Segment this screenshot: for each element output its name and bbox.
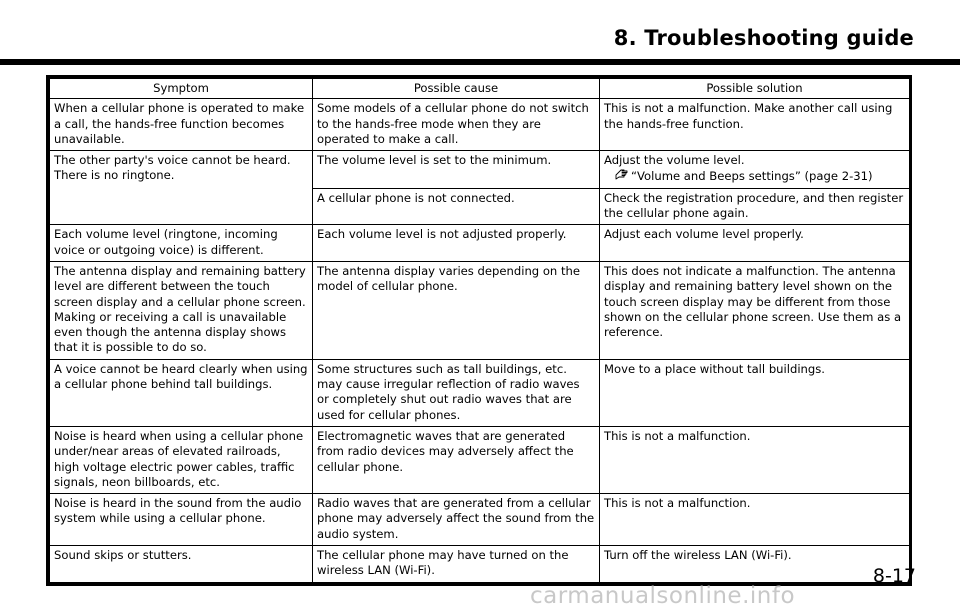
pointing-hand-icon (614, 168, 628, 184)
solution-cell: This is not a malfunction. (600, 426, 910, 493)
solution-cell (600, 151, 910, 189)
symptom-cell: When a cellular phone is operated to make a call, the hands-free function becomes unavailable. (50, 99, 313, 151)
solution-text: Adjust the volume level. (604, 153, 745, 168)
solution-cell: Adjust each volume level properly. (600, 225, 910, 262)
table-row (50, 426, 910, 493)
symptom-cell: The other party's voice cannot be heard. There is no ringtone. (50, 151, 313, 225)
cause-cell: Each volume level is not adjusted properly. (313, 225, 600, 262)
cause-cell: The volume level is set to the minimum. (313, 151, 600, 189)
troubleshooting-table-frame (46, 75, 912, 586)
symptom-cell: The antenna display and remaining battery level are different between the touch screen display and a cellular phone screen. Making or receiving a call is unavailable even though the antenna display shows that it is possible to do so. (50, 261, 313, 359)
solution-cell: Move to a place without tall buildings. (600, 359, 910, 426)
table-row (50, 151, 910, 189)
symptom-cell: Noise is heard when using a cellular phone under/near areas of elevated railroads, high voltage electric power cables, traffic signals, neon billboards, etc. (50, 426, 313, 493)
table-row (50, 546, 910, 583)
table-row (50, 494, 910, 546)
cause-cell: The cellular phone may have turned on the wireless LAN (Wi-Fi). (313, 546, 600, 583)
table-row (50, 225, 910, 262)
watermark: carmanualsonline.info (530, 583, 796, 609)
symptom-cell: Noise is heard in the sound from the audio system while using a cellular phone. (50, 494, 313, 546)
symptom-cell: Each volume level (ringtone, incoming voice or outgoing voice) is different. (50, 225, 313, 262)
cause-cell: Some structures such as tall buildings, etc. may cause irregular reflection of radio waves or completely shut out radio waves that are used for cellular phones. (313, 359, 600, 426)
section-title: 8. Troubleshooting guide (613, 26, 914, 50)
header-divider (0, 59, 960, 65)
table-row (50, 99, 910, 151)
column-header-cause: Possible cause (313, 79, 600, 99)
solution-cell: This is not a malfunction. Make another call using the hands-free function. (600, 99, 910, 151)
page-reference-text: “Volume and Beeps settings” (page 2-31) (631, 169, 873, 184)
solution-cell: Check the registration procedure, and then register the cellular phone again. (600, 188, 910, 225)
cause-cell: Some models of a cellular phone do not switch to the hands-free mode when they are operated to make a call. (313, 99, 600, 151)
symptom-cell: Sound skips or stutters. (50, 546, 313, 583)
solution-cell: Turn off the wireless LAN (Wi-Fi). (600, 546, 910, 583)
solution-cell: This does not indicate a malfunction. The antenna display and remaining battery level shown on the touch screen display may be different from those shown on the cellular phone screen. Use them as a reference. (600, 261, 910, 359)
cause-cell: Radio waves that are generated from a cellular phone may adversely affect the sound from the audio system. (313, 494, 600, 546)
table-row (50, 359, 910, 426)
page-reference[interactable] (604, 168, 905, 184)
column-header-solution: Possible solution (600, 79, 910, 99)
symptom-cell: A voice cannot be heard clearly when using a cellular phone behind tall buildings. (50, 359, 313, 426)
page-number: 8-17 (872, 565, 916, 587)
table-row (50, 261, 910, 359)
cause-cell: The antenna display varies depending on the model of cellular phone. (313, 261, 600, 359)
column-header-symptom: Symptom (50, 79, 313, 99)
troubleshooting-table (49, 78, 910, 583)
table-header-row (50, 79, 910, 99)
cause-cell: A cellular phone is not connected. (313, 188, 600, 225)
solution-cell: This is not a malfunction. (600, 494, 910, 546)
cause-cell: Electromagnetic waves that are generated from radio devices may adversely affect the cellular phone. (313, 426, 600, 493)
